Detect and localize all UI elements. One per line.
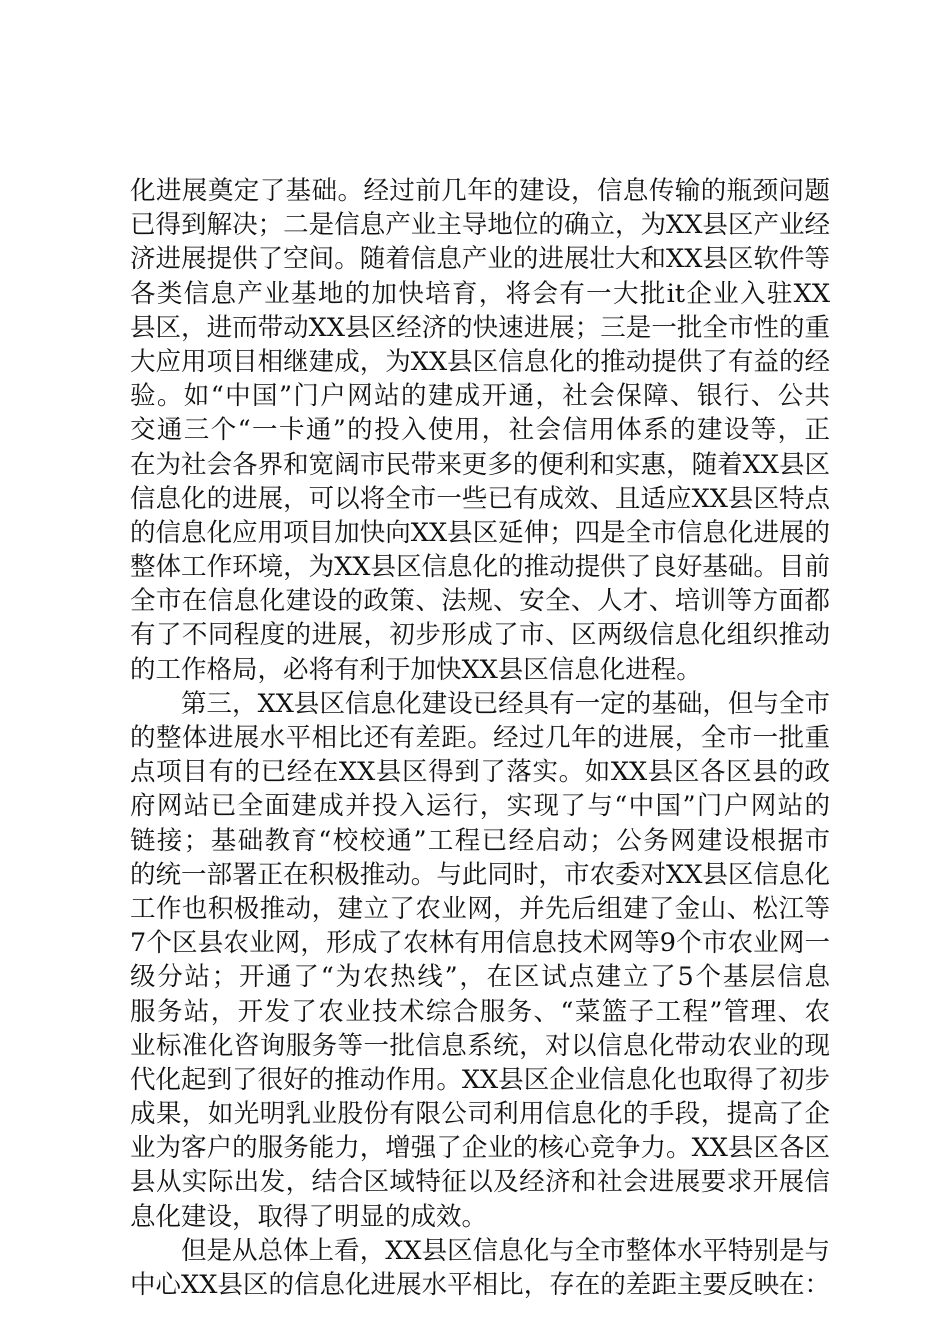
text-line: 在为社会各界和宽阔市民带来更多的便利和实惠，随着XX县区 [130, 449, 830, 480]
text-line: 工作也积极推动，建立了农业网，并先后组建了金山、松江等 [130, 893, 830, 924]
text-line: 业标准化咨询服务等一批信息系统，对以信息化带动农业的现 [130, 1030, 830, 1061]
text-line: 中心XX县区的信息化进展水平相比，存在的差距主要反映在： [130, 1270, 830, 1300]
document-body [130, 174, 830, 1302]
text-line: 的整体进展水平相比还有差距。经过几年的进展，全市一批重 [130, 723, 830, 753]
text-line: 链接；基础教育“校校通”工程已经启动；公务网建设根据市 [130, 825, 830, 856]
text-line: 信息化的进展，可以将全市一些已有成效、且适应XX县区特点 [130, 483, 830, 514]
text-line: 的信息化应用项目加快向XX县区延伸；四是全市信息化进展的 [130, 517, 830, 548]
text-line: 成果，如光明乳业股份有限公司利用信息化的手段，提高了企 [130, 1099, 830, 1130]
text-line: 有了不同程度的进展，初步形成了市、区两级信息化组织推动 [130, 620, 830, 651]
text-line: 业为客户的服务能力，增强了企业的核心竞争力。XX县区各区 [130, 1133, 830, 1164]
text-line: 级分站；开通了“为农热线”，在区试点建立了5个基层信息 [130, 962, 830, 993]
text-line: 各类信息产业基地的加快培育，将会有一大批it企业入驻XX [130, 278, 830, 309]
text-line: 济进展提供了空间。随着信息产业的进展壮大和XX县区软件等 [130, 244, 830, 275]
text-line: 验。如“中国”门户网站的建成开通，社会保障、银行、公共 [130, 381, 830, 412]
text-line: 的工作格局，必将有利于加快XX县区信息化进程。 [130, 654, 702, 685]
text-line: 大应用项目相继建成，为XX县区信息化的推动提供了有益的经 [130, 346, 830, 377]
text-line: 点项目有的已经在XX县区得到了落实。如XX县区各区县的政 [130, 757, 830, 788]
text-line: 整体工作环境，为XX县区信息化的推动提供了良好基础。目前 [130, 552, 830, 583]
text-line: 息化建设，取得了明显的成效。 [130, 1201, 488, 1232]
text-line: 的统一部署正在积极推动。与此同时，市农委对XX县区信息化 [130, 859, 830, 890]
text-line: 已得到解决；二是信息产业主导地位的确立，为XX县区产业经 [130, 210, 830, 241]
text-line: 交通三个“一卡通”的投入使用，社会信用体系的建设等，正 [130, 415, 830, 446]
text-line: 化进展奠定了基础。经过前几年的建设，信息传输的瓶颈问题 [130, 176, 830, 206]
text-line: 7个区县农业网，形成了农林有用信息技术网等9个市农业网一 [130, 928, 830, 959]
text-line: 第三，XX县区信息化建设已经具有一定的基础，但与全市 [181, 688, 830, 719]
text-line: 县区，进而带动XX县区经济的快速进展；三是一批全市性的重 [130, 312, 830, 343]
text-line: 府网站已全面建成并投入运行，实现了与“中国”门户网站的 [130, 791, 830, 822]
text-line: 代化起到了很好的推动作用。XX县区企业信息化也取得了初步 [130, 1064, 830, 1095]
text-line: 服务站，开发了农业技术综合服务、“菜篮子工程”管理、农 [130, 996, 830, 1027]
text-line: 全市在信息化建设的政策、法规、安全、人才、培训等方面都 [130, 586, 830, 617]
text-line: 县从实际出发，结合区域特征以及经济和社会进展要求开展信 [130, 1167, 830, 1198]
text-line: 但是从总体上看，XX县区信息化与全市整体水平特别是与 [181, 1235, 830, 1266]
